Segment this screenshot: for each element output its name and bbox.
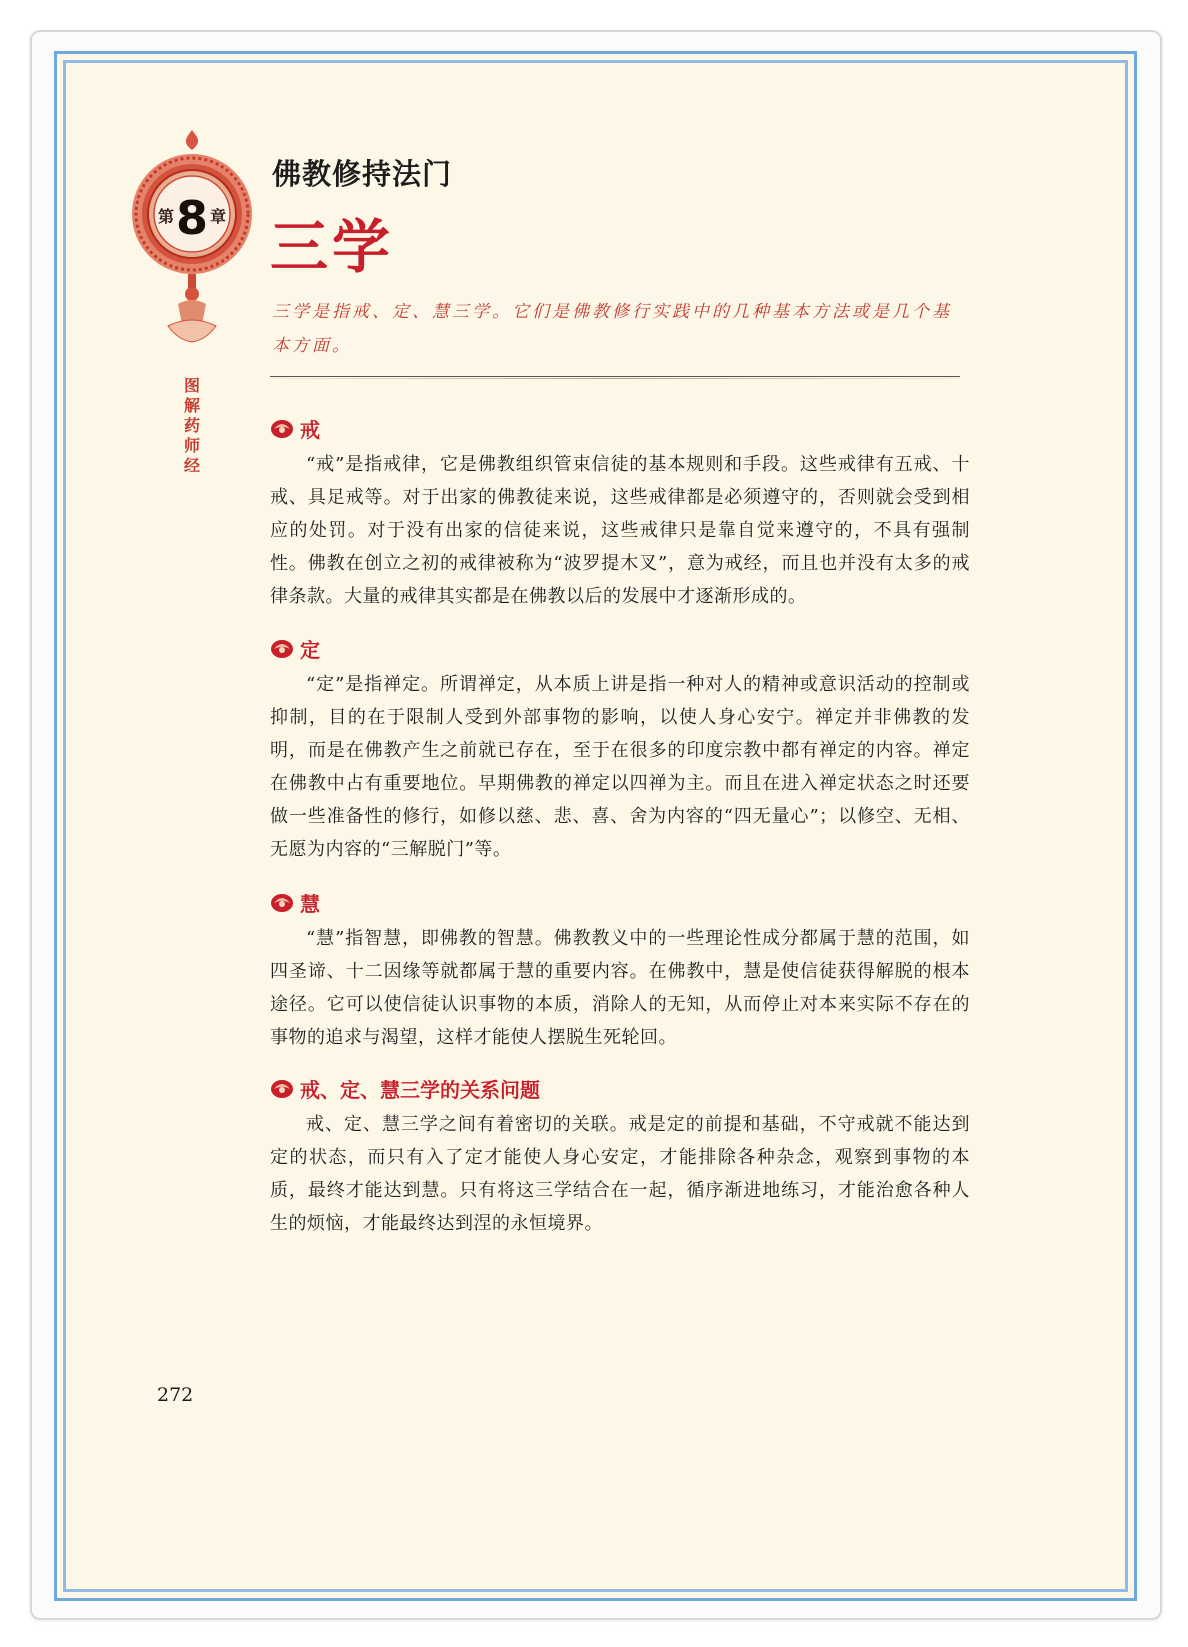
lotus-bullet-icon (270, 1077, 294, 1099)
lotus-bullet-icon (270, 417, 294, 439)
chapter-prefix: 第 (158, 207, 175, 226)
book-title-char: 解 (183, 396, 200, 415)
section-header (270, 1074, 970, 1102)
section-relationship (270, 1074, 970, 1240)
chapter-number: 8 (175, 191, 209, 245)
section-jie (270, 414, 970, 613)
sidebar-book-title (178, 376, 206, 476)
book-title-char: 经 (183, 456, 200, 475)
section-header (270, 634, 970, 662)
section-heading: 戒 (300, 417, 320, 442)
book-title-char: 图 (183, 376, 200, 395)
section-body: “定”是指禅定。所谓禅定，从本质上讲是指一种对人的精神或意识活动的控制或抑制，目的在于限制人受到外部事物的影响，以使人身心安宁。禅定并非佛教的发明，而是在佛教产生之前就已存在，至于在很多的印度宗教中都有禅定的内容。禅定在佛教中占有重要地位。早期佛教的禅定以四禅为主。而且在进入禅定状态之时还要做一些准备性的修行，如修以慈、悲、喜、舍为内容的“四无量心”；以修空、无相、无愿为内容的“三解脱门”等。 (270, 674, 970, 860)
section-heading: 慧 (300, 891, 320, 916)
section-heading: 定 (300, 637, 320, 662)
lotus-bullet-icon (270, 891, 294, 913)
page-number: 272 (157, 1384, 194, 1406)
book-title-char: 药 (183, 416, 200, 435)
chapter-suffix: 章 (210, 207, 227, 226)
section-body: “慧”指智慧，即佛教的智慧。佛教教义中的一些理论性成分都属于慧的范围，如四圣谛、十二因缘等就都属于慧的重要内容。在佛教中，慧是使信徒获得解脱的根本途径。它可以使信徒认识事物的本质，消除人的无知，从而停止对本来实际不存在的事物的追求与渴望，这样才能使人摆脱生死轮回。 (270, 928, 970, 1048)
chapter-title: 三学 (270, 213, 395, 281)
section-header (270, 888, 970, 916)
section-hui (270, 888, 970, 1054)
section-body: “戒”是指戒律，它是佛教组织管束信徒的基本规则和手段。这些戒律有五戒、十戒、具足戒等。对于出家的佛教徒来说，这些戒律都是必须遵守的，否则就会受到相应的处罚。对于没有出家的信徒来说，这些戒律只是靠自觉来遵守的，不具有强制性。佛教在创立之初的戒律被称为“波罗提木叉”，意为戒经，而且也并没有太多的戒律条款。大量的戒律其实都是在佛教以后的发展中才逐渐形成的。 (270, 454, 970, 607)
chapter-supertitle: 佛教修持法门 (272, 157, 453, 191)
section-body: 戒、定、慧三学之间有着密切的关联。戒是定的前提和基础，不守戒就不能达到定的状态，而只有入了定才能使人身心安定，才能排除各种杂念，观察到事物的本质，最终才能达到慧。只有将这三学结合在一起，循序渐进地练习，才能治愈各种人生的烦恼，才能最终达到涅的永恒境界。 (270, 1114, 970, 1234)
book-title-char: 师 (183, 436, 200, 455)
section-header (270, 414, 970, 442)
section-ding (270, 634, 970, 866)
chapter-intro: 三学是指戒、定、慧三学。它们是佛教修行实践中的几种基本方法或是几个基本方面。 (272, 302, 952, 356)
chapter-medallion-icon (128, 128, 256, 350)
section-heading: 戒、定、慧三学的关系问题 (300, 1077, 540, 1102)
divider-rule (270, 376, 960, 377)
lotus-bullet-icon (270, 637, 294, 659)
